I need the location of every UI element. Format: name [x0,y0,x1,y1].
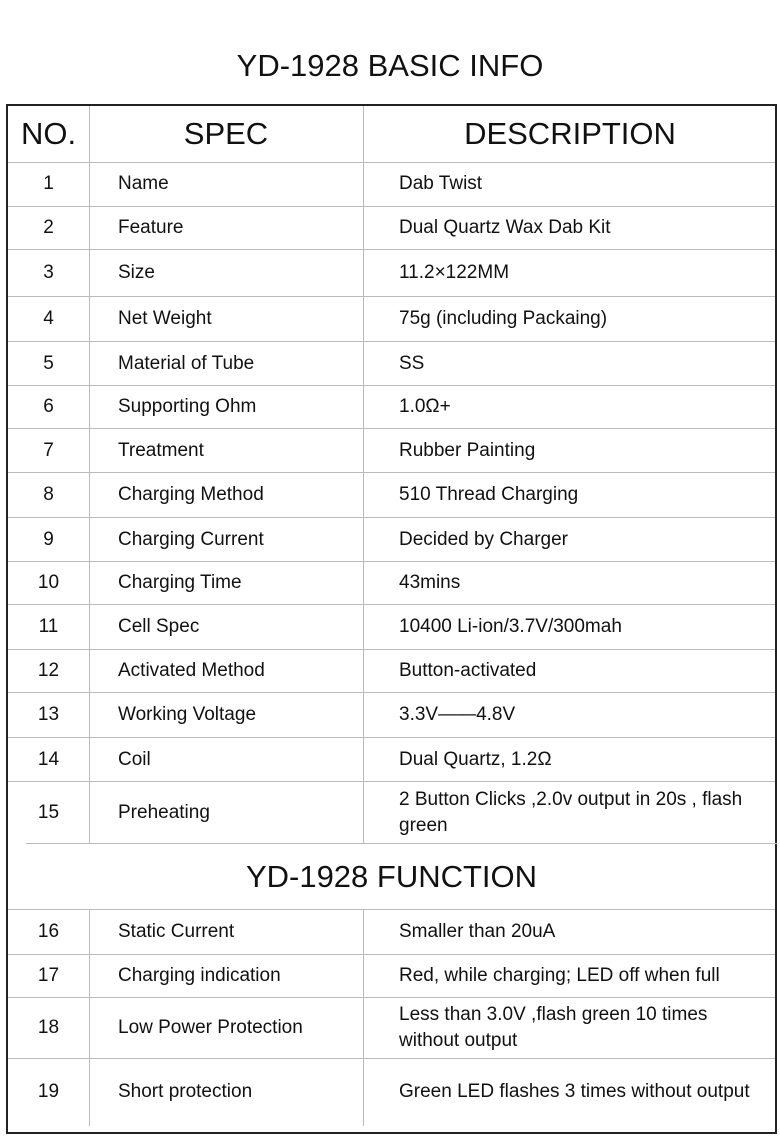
row-spec: Charging indication [118,965,281,986]
row-spec: Short protection [118,1081,253,1102]
table-row [8,429,775,473]
row-spec: Preheating [118,801,210,823]
table-row [8,342,775,386]
row-number: 7 [43,439,54,461]
header-no: NO. [20,116,77,151]
table-row [8,297,775,342]
row-number: 5 [43,352,54,374]
header-spec: SPEC [183,116,269,151]
row-description: 75g (including Packaing) [399,308,608,329]
table-row [8,562,775,605]
row-spec: Activated Method [118,660,265,681]
row-spec: Size [118,262,155,283]
row-description: Decided by Charger [399,528,568,550]
row-description: Dual Quartz Wax Dab Kit [399,217,611,238]
table-row [8,738,775,782]
row-spec: Working Voltage [118,704,257,725]
row-number: 11 [38,616,59,637]
row-spec: Charging Current [118,528,264,550]
row-description: SS [399,352,425,374]
row-number: 17 [37,965,60,986]
row-spec: Treatment [118,439,204,461]
column-divider [363,910,364,1126]
row-spec: Material of Tube [118,352,255,374]
row-description: Red, while charging; LED off when full [399,965,720,986]
row-spec: Net Weight [118,308,212,329]
table-row [8,910,775,955]
row-description: 1.0Ω+ [399,396,451,417]
row-number: 6 [43,396,54,417]
row-description: Rubber Painting [399,439,536,461]
table-row [8,162,775,207]
table-row [8,605,775,650]
row-number: 3 [43,262,54,283]
row-number: 14 [37,748,60,770]
table-row [8,650,775,693]
row-spec: Static Current [118,921,235,942]
page-title: YD-1928 BASIC INFO [236,48,544,83]
row-description: Less than 3.0V ,flash green 10 times without output [399,1004,708,1051]
row-description: 11.2×122MM [399,262,510,283]
table-row [8,955,775,998]
header-description: DESCRIPTION [464,116,676,151]
row-description: 43mins [399,572,461,593]
row-description: 10400 Li-ion/3.7V/300mah [399,616,622,637]
row-spec: Feature [118,217,184,238]
column-divider [89,910,90,1126]
table-row [8,782,775,843]
table-row [8,693,775,738]
table-row [8,473,775,518]
row-description: 510 Thread Charging [399,484,579,505]
column-divider [363,106,364,844]
row-number: 4 [43,308,54,329]
row-description: Button-activated [399,660,537,681]
row-description: Dab Twist [399,173,483,194]
table-row [8,207,775,250]
row-number: 9 [43,528,54,550]
row-number: 10 [37,572,60,593]
row-number: 18 [37,1017,60,1038]
table-row [8,250,775,297]
row-spec: Cell Spec [118,616,200,637]
row-spec: Charging Time [118,572,242,593]
row-description: 3.3V——4.8V [399,704,516,725]
row-number: 13 [37,704,60,725]
table-row [8,1059,775,1125]
row-spec: Supporting Ohm [118,396,257,417]
row-spec: Name [118,173,169,194]
row-number: 2 [43,217,54,238]
table-row [8,386,775,429]
row-number: 15 [37,801,60,823]
row-number: 12 [37,660,60,681]
spec-table [6,104,777,1134]
row-spec: Low Power Protection [118,1017,303,1038]
column-divider [89,106,90,844]
row-number: 16 [37,921,60,942]
row-description: 2 Button Clicks ,2.0v output in 20s , flash green [399,788,743,836]
section-title-function: YD-1928 FUNCTION [8,844,775,910]
table-header [8,106,775,163]
row-spec: Charging Method [118,484,264,505]
table-row [8,998,775,1059]
row-spec: Coil [118,748,151,770]
row-description: Smaller than 20uA [399,921,556,942]
table-row [8,518,775,562]
row-number: 1 [43,173,54,194]
row-number: 19 [37,1081,60,1102]
row-number: 8 [43,484,54,505]
row-description: Green LED flashes 3 times without output [399,1081,750,1102]
row-description: Dual Quartz, 1.2Ω [399,748,552,770]
